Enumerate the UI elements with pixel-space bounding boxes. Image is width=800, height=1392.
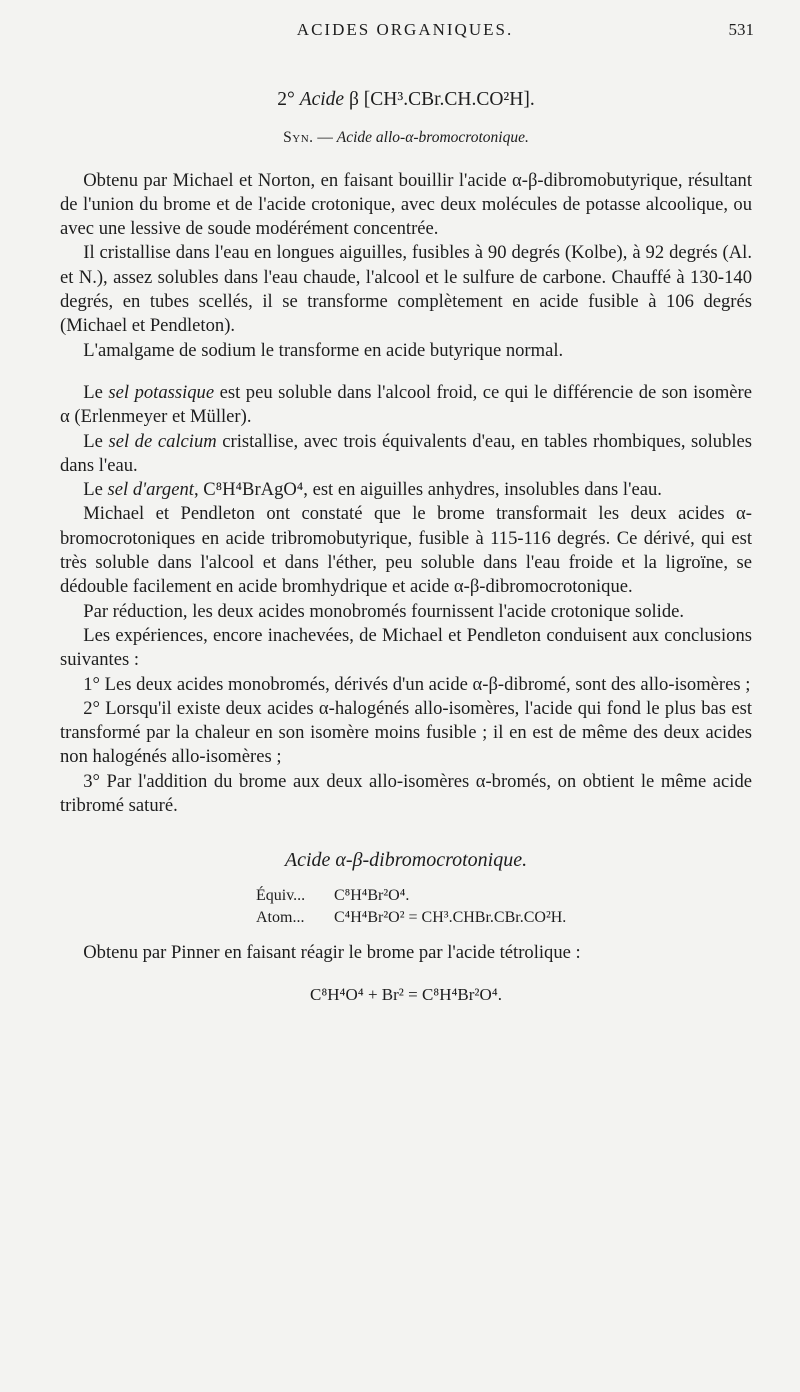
formula-block [256, 885, 752, 929]
section-title [60, 88, 752, 112]
text-run: est en aiguilles anhydres, insolubles dans l'eau. [307, 479, 662, 501]
paragraph-properties: Il cristallise dans l'eau en longues aiguilles, fusibles à 90 degrés (Kolbe), à 92 degrés (Al. et N.), assez solubles dans l'eau chaude, l'alcool et le sulfure de carbone. Chauffé à 130-140 degrés, en tubes scellés, il se transforme complètement en acide fusible à 106 degrés (Michael et Pendleton). [60, 242, 752, 337]
formula-label-atom: Atom... [256, 908, 305, 926]
spacer [60, 363, 752, 381]
paragraph-silver-salt [60, 478, 752, 502]
spacer [60, 818, 752, 848]
text-run: Le [83, 381, 109, 403]
page-content [60, 88, 752, 1007]
synonym-line [60, 126, 752, 150]
paragraph-preparation: Obtenu par Michael et Norton, en faisant bouillir l'acide α-β-dibromobutyrique, résultant de l'union du brome et de l'acide crotonique, avec deux molécules de potasse alcoolique, ou avec une lessive de soude modérément concentrée. [60, 169, 752, 240]
section-title-word: Acide [299, 89, 345, 110]
formula-equiv: C⁸H⁴Br²O⁴. [334, 886, 410, 904]
text-run: est peu soluble dans l'alcool froid, ce qui le différencie de son isomère α (Erlenmeyer et Müller). [60, 381, 752, 428]
text-run: Le [83, 430, 109, 452]
paragraph-pinner: Obtenu par Pinner en faisant réagir le brome par l'acide tétrolique : [83, 941, 581, 963]
conclusion-item-3: 3° Par l'addition du brome aux deux allo-isomères α-bromés, on obtient le même acide tribromé saturé. [60, 770, 752, 817]
conclusion-item-1: 1° Les deux acides monobromés, dérivés d'un acide α-β-dibromé, sont des allo-isomères ; [83, 673, 751, 695]
reaction-equation: C⁸H⁴O⁴ + Br² = C⁸H⁴Br²O⁴. [310, 984, 502, 1004]
section-title-beta: β [344, 89, 364, 110]
text-run: Le [83, 479, 108, 501]
paragraph-calcium-salt [60, 430, 752, 479]
section-title-formula: [CH³.CBr.CH.CO²H]. [363, 89, 535, 110]
term-calcium-salt: sel de calcium [108, 430, 217, 452]
paragraph-reduction: L'amalgame de sodium le transforme en acide butyrique normal. [83, 339, 564, 361]
formula-silver-salt: , C⁸H⁴BrAgO⁴, [193, 479, 308, 501]
paragraph-reduction-products: Par réduction, les deux acides monobromés fournissent l'acide crotonique solide. [83, 600, 685, 622]
formula-label-equiv: Équiv... [256, 886, 306, 904]
page-number: 531 [728, 20, 754, 39]
paragraph-bromine-reaction: Michael et Pendleton ont constaté que le brome transformait les deux acides α-bromocrotoniques en acide tribromobutyrique, fusible à 115-116 degrés. Ce dérivé, qui est très soluble dans l'alcool et dans l'éther, peu soluble dans l'eau froide et la ligroïne, se dédouble facilement en acide bromhydrique et acide α-β-dibromocrotonique. [60, 503, 752, 598]
paragraph-experiments: Les expériences, encore inachevées, de Michael et Pendleton conduisent aux conclusions suivantes : [60, 624, 752, 671]
formula-atom: C⁴H⁴Br²O² = CH³.CHBr.CBr.CO²H. [334, 908, 567, 926]
synonym-dash: — [313, 129, 337, 147]
running-head-title: ACIDES ORGANIQUES. [296, 20, 514, 39]
section-title-number: 2° [277, 89, 300, 110]
term-silver-salt: sel d'argent [107, 479, 194, 501]
running-head [56, 20, 754, 48]
text-run: cristallise, avec trois équivalents d'eau, en tables rhombiques, solubles dans l'eau. [60, 430, 753, 476]
synonym-text: Acide allo-α-bromocrotonique. [336, 129, 529, 147]
subsection-title: Acide α-β-dibromocrotonique. [284, 849, 528, 872]
synonym-label: Syn. [283, 129, 314, 147]
term-potassium-salt: sel potassique [108, 381, 215, 403]
formula-row-equiv [256, 885, 752, 907]
paragraph-potassium-salt [60, 381, 752, 430]
conclusion-item-2: 2° Lorsqu'il existe deux acides α-halogénés allo-isomères, l'acide qui fond le plus bas est transformé par la chaleur en son isomère moins fusible ; il en est de même des deux acides non halogénés allo-isomères ; [60, 697, 752, 768]
formula-row-atom [256, 907, 752, 929]
